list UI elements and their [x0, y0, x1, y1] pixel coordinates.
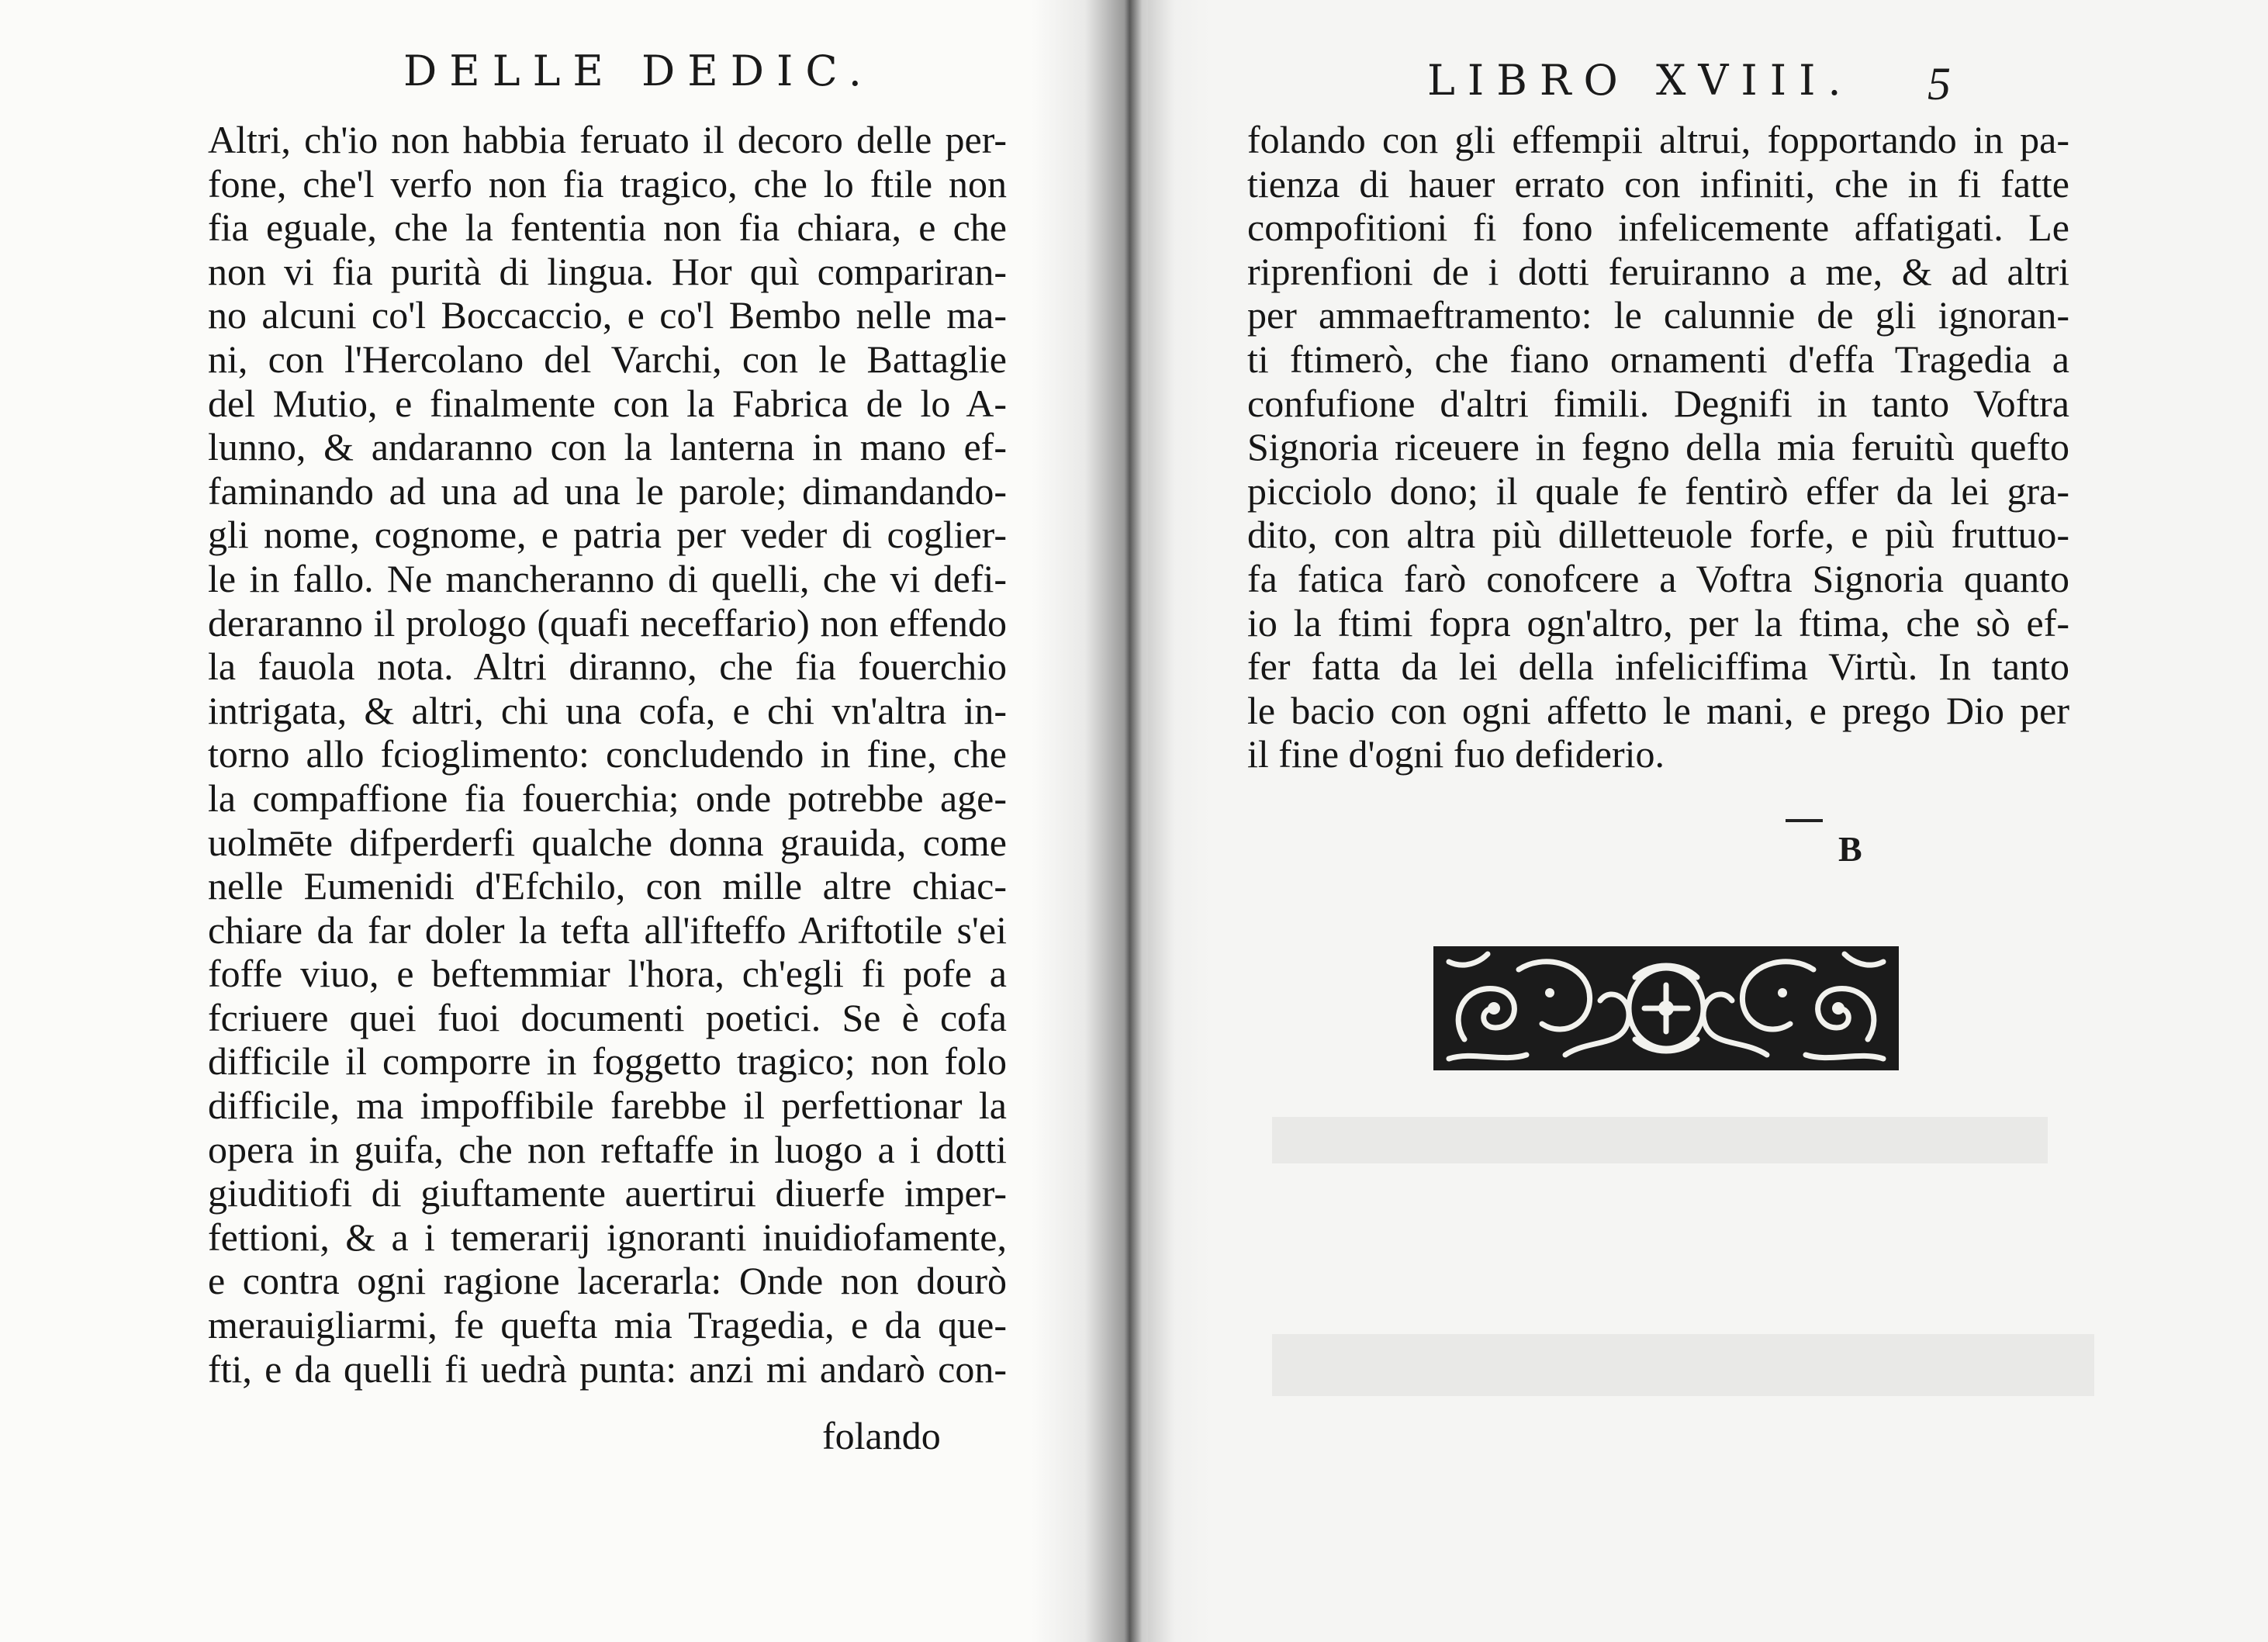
text-line: picciolo dono; il quale fe fentirò effer da lei gra-: [1247, 468, 2069, 513]
text-line: chiare da far doler la tefta all'ifteffo Ariftotile s'ei: [208, 907, 1007, 952]
text-line: le bacio con ogni affetto le mani, e prego Dio per: [1247, 688, 2069, 732]
text-line: io la ftimi fopra ogn'altro, per la ftima, che sò ef-: [1247, 600, 2069, 645]
text-line: fcriuere quei fuoi documenti poetici. Se è cofa: [208, 995, 1007, 1039]
text-line: lunno, & andaranno con la lanterna in mano ef-: [208, 425, 1007, 469]
text-line: nelle Eumenidi d'Efchilo, con mille altre chiac-: [208, 864, 1007, 908]
text-line: difficile il comporre in foggetto tragico; non folo: [208, 1039, 1007, 1084]
text-line: compofitioni fi fono infelicemente affatigati. Le: [1247, 206, 2069, 250]
text-line: fettioni, & a i temerarij ignoranti inuidiofamente,: [208, 1215, 1007, 1259]
text-line: folando con gli effempii altrui, fopportando in pa-: [1247, 118, 2069, 161]
text-line: Signoria riceuere in fegno della mia feruitù quefto: [1247, 425, 2069, 469]
page-number: 5: [1927, 58, 1951, 109]
text-line: difficile, ma impoffibile farebbe il perfettionar la: [208, 1084, 1007, 1128]
text-line: la fauola nota. Altri diranno, che fia fouerchio: [208, 645, 1007, 689]
text-line: fone, che'l verfo non fia tragico, che lo ftile non: [208, 161, 1007, 206]
text-line: fer fatta da lei della infeliciffima Virtù. In tanto: [1247, 645, 2069, 689]
text-line: fia eguale, che la fententia non fia chiara, e che: [208, 206, 1007, 250]
text-line: e contra ogni ragione lacerarla: Onde non dourò: [208, 1259, 1007, 1303]
left-page: [0, 0, 1117, 1642]
right-page-text: [1247, 118, 2069, 776]
text-line: gli nome, cognome, e patria per veder di coglier-: [208, 513, 1007, 557]
text-line: faminando ad una ad una le parole; dimandando-: [208, 468, 1007, 513]
running-head-left: DELLE DEDIC.: [403, 47, 874, 95]
text-line: foffe viuo, e beftemmiar l'hora, ch'egli fi pofe a: [208, 952, 1007, 996]
text-line: le in fallo. Ne mancheranno di quelli, che vi defi-: [208, 556, 1007, 600]
text-line: la compaffione fia fouerchia; onde potrebbe age-: [208, 776, 1007, 820]
text-line: del Mutio, e finalmente con la Fabrica de lo A-: [208, 381, 1007, 425]
text-line: intrigata, & altri, chi una cofa, e chi vn'altra in-: [208, 688, 1007, 732]
text-line: uolmēte difperderfi qualche donna grauida, come: [208, 820, 1007, 864]
text-line: non vi fia purità di lingua. Hor quì compariran-: [208, 249, 1007, 293]
text-line: torno allo fcioglimento: concludendo in fine, che: [208, 732, 1007, 776]
text-line: fti, e da quelli fi uedrà punta: anzi mi andarò con-: [208, 1346, 1007, 1391]
text-line: giuditiofi di giuftamente auertirui diuerfe imper-: [208, 1171, 1007, 1215]
right-page: [1148, 0, 2268, 1642]
text-line: confufione d'altri fimili. Degnifi in tanto Voftra: [1247, 381, 2069, 425]
text-line: tienza di hauer errato con infiniti, che in fi fatte: [1247, 161, 2069, 206]
text-line: fa fatica farò conofcere a Voftra Signoria quanto: [1247, 556, 2069, 600]
text-line: riprenfioni de i dotti feruiranno a me, & ad altri: [1247, 249, 2069, 293]
text-line: merauigliarmi, fe quefta mia Tragedia, e da que-: [208, 1303, 1007, 1347]
text-line: no alcuni co'l Boccaccio, e co'l Bembo nelle ma-: [208, 293, 1007, 337]
signature-mark: B: [1838, 829, 1862, 869]
catchword: folando: [822, 1414, 941, 1457]
ornamental-headpiece-icon: [1433, 946, 1899, 1070]
text-line: il fine d'ogni fuo defiderio.: [1247, 732, 1665, 776]
text-line: Altri, ch'io non habbia feruato il decoro delle per-: [208, 118, 1007, 161]
text-line: deraranno il prologo (quafi neceffario) non effendo: [208, 600, 1007, 645]
text-line: opera in guifa, che non reftaffe in luogo a i dotti: [208, 1127, 1007, 1171]
text-line: ti ftimerò, che fiano ornamenti d'effa Tragedia a: [1247, 337, 2069, 381]
text-line: dito, con altra più dilletteuole forfe, e più fruttuo-: [1247, 513, 2069, 557]
end-dash: [1786, 819, 1823, 822]
running-head-right: LIBRO XVIII.: [1427, 56, 1854, 105]
left-page-text: [208, 118, 1007, 1391]
text-line: per ammaeftramento: le calunnie de gli ignoran-: [1247, 293, 2069, 337]
text-line: ni, con l'Hercolano del Varchi, con le Battaglie: [208, 337, 1007, 381]
